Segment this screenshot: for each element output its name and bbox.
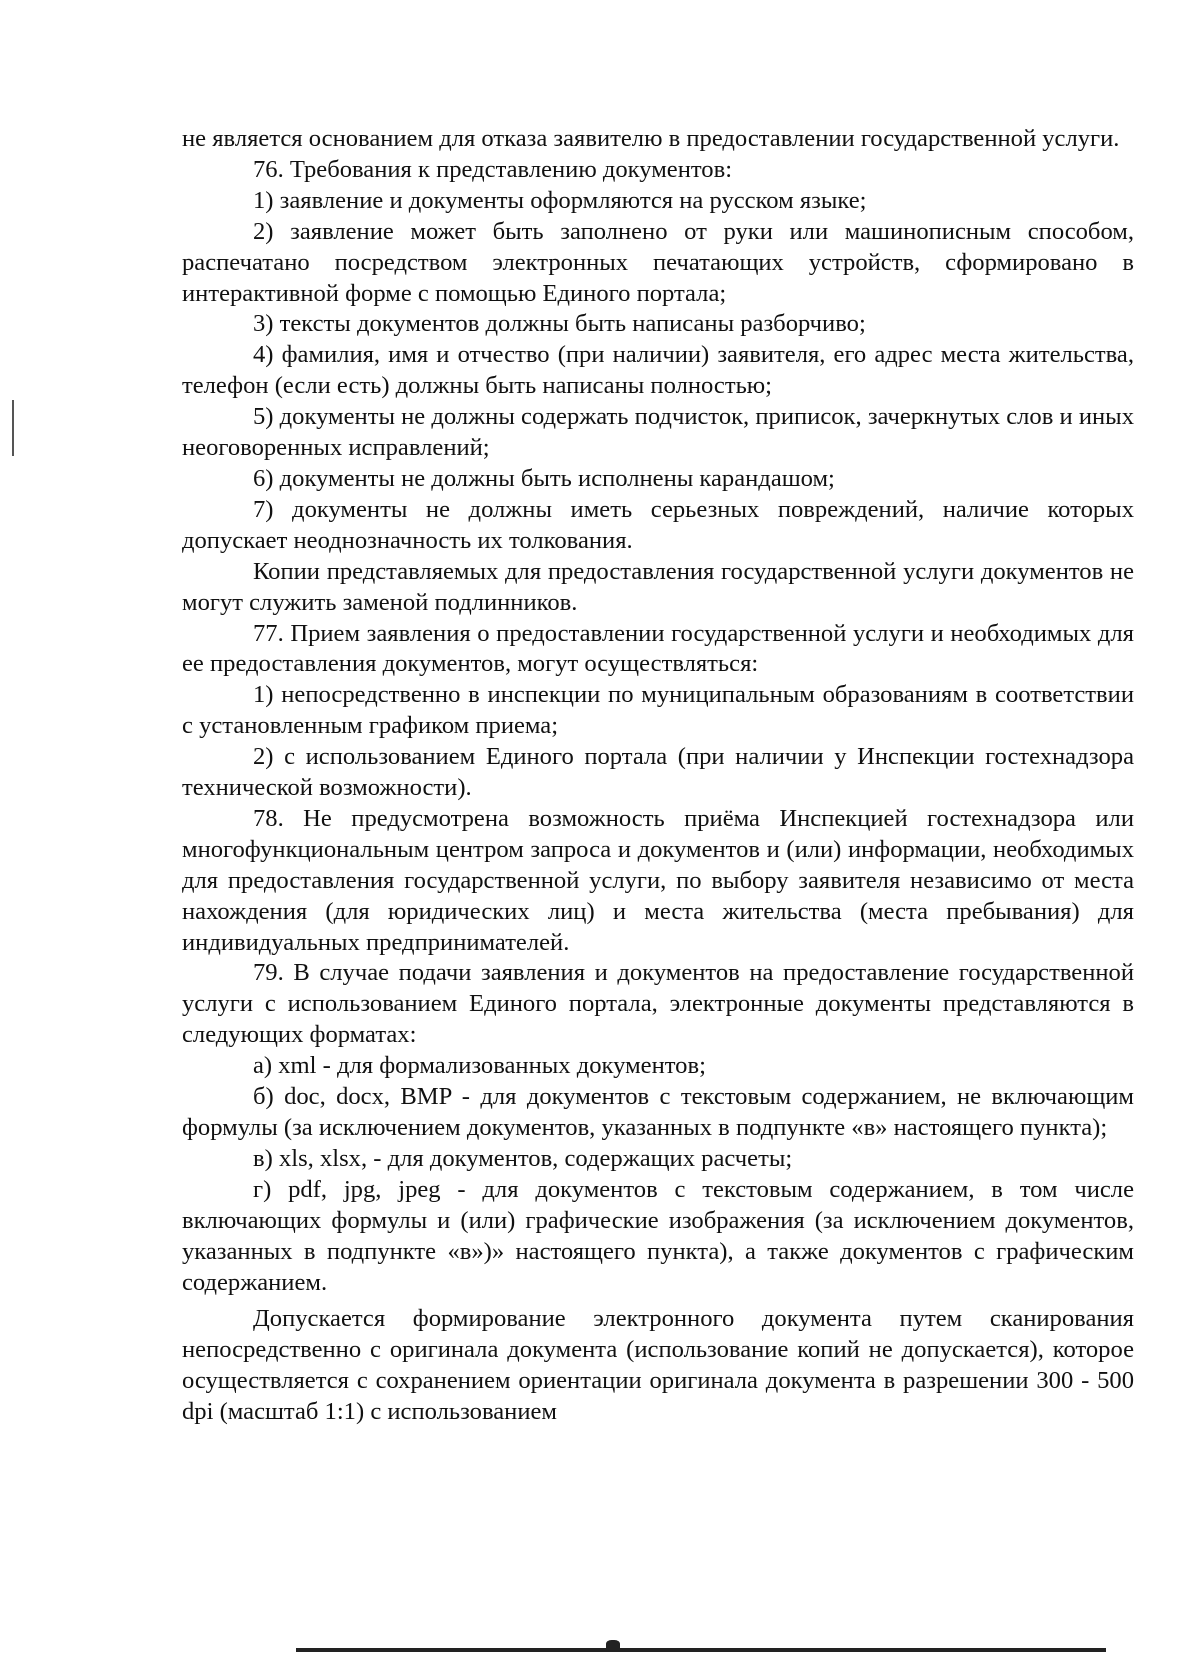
paragraph-77-heading: 77. Прием заявления о предоставлении государственной услуги и необходимых для ее предоставления документов, могут осуществляться: (182, 619, 1134, 678)
document-page (182, 124, 1134, 1428)
scan-bottom-edge-line (296, 1648, 1106, 1652)
scan-bottom-edge-mark (606, 1640, 620, 1650)
paragraph-continuation: не является основанием для отказа заявителю в предоставлении государственной услуги. (182, 125, 1120, 152)
paragraph-76-item-7: 7) документы не должны иметь серьезных повреждений, наличие которых допускает неоднозначность их толкования. (182, 495, 1134, 554)
paragraph-76-item-1: 1) заявление и документы оформляются на русском языке; (253, 186, 867, 214)
paragraph-76-item-6: 6) документы не должны быть исполнены карандашом; (253, 464, 835, 492)
paragraph-78: 78. Не предусмотрена возможность приёма Инспекцией гостехнадзора или многофункциональным центром запроса и документов и (или) информации, необходимых для предоставления государственной услуги, по выбору заявителя независимо от места нахождения (для юридических лиц) и места жительства (места пребывания) для индивидуальных предпринимателей. (182, 804, 1134, 956)
scan-margin-mark (12, 400, 14, 456)
paragraph-79-item-v: в) xls, xlsx, - для документов, содержащих расчеты; (253, 1144, 793, 1172)
paragraph-76-item-5: 5) документы не должны содержать подчисток, приписок, зачеркнутых слов и иных неоговоренных исправлений; (182, 403, 1134, 462)
paragraph-79-item-a: а) xml - для формализованных документов; (253, 1052, 706, 1080)
paragraph-79-item-b: б) doc, docx, BMP - для документов с текстовым содержанием, не включающим формулы (за исключением документов, указанных в подпункте «в» настоящего пункта); (182, 1083, 1134, 1141)
paragraph-scanning-rules: Допускается формирование электронного документа путем сканирования непосредственно с оригинала документа (использование копий не допускается), которое осуществляется с сохранением ориентации оригинала документа в разрешении 300 - 500 dpi (масштаб 1:1) с использованием (182, 1305, 1134, 1426)
paragraph-79-item-g: г) pdf, jpg, jpeg - для документов с текстовым содержанием, в том числе включающих формулы и (или) графические изображения (за исключением документов, указанных в подпункте «в»)» настоящего пункта), а также документов с графическим содержанием. (182, 1175, 1134, 1296)
paragraph-copies-note: Копии представляемых для предоставления государственной услуги документов не могут служить заменой подлинников. (182, 557, 1134, 616)
paragraph-76-heading: 76. Требования к представлению документов: (253, 155, 733, 183)
paragraph-76-item-4: 4) фамилия, имя и отчество (при наличии) заявителя, его адрес места жительства, телефон (если есть) должны быть написаны полностью; (182, 341, 1134, 400)
paragraph-77-item-1: 1) непосредственно в инспекции по муниципальным образованиям в соответствии с установленным графиком приема; (182, 681, 1134, 740)
paragraph-77-item-2: 2) с использованием Единого портала (при наличии у Инспекции гостехнадзора технической возможности). (182, 743, 1134, 802)
paragraph-79-heading: 79. В случае подачи заявления и документов на предоставление государственной услуги с использованием Единого портала, электронные документы представляются в следующих форматах: (182, 959, 1134, 1049)
paragraph-76-item-2: 2) заявление может быть заполнено от руки или машинописным способом, распечатано посредством электронных печатающих устройств, сформировано в интерактивной форме с помощью Единого портала; (182, 217, 1134, 307)
paragraph-76-item-3: 3) тексты документов должны быть написаны разборчиво; (253, 310, 866, 338)
